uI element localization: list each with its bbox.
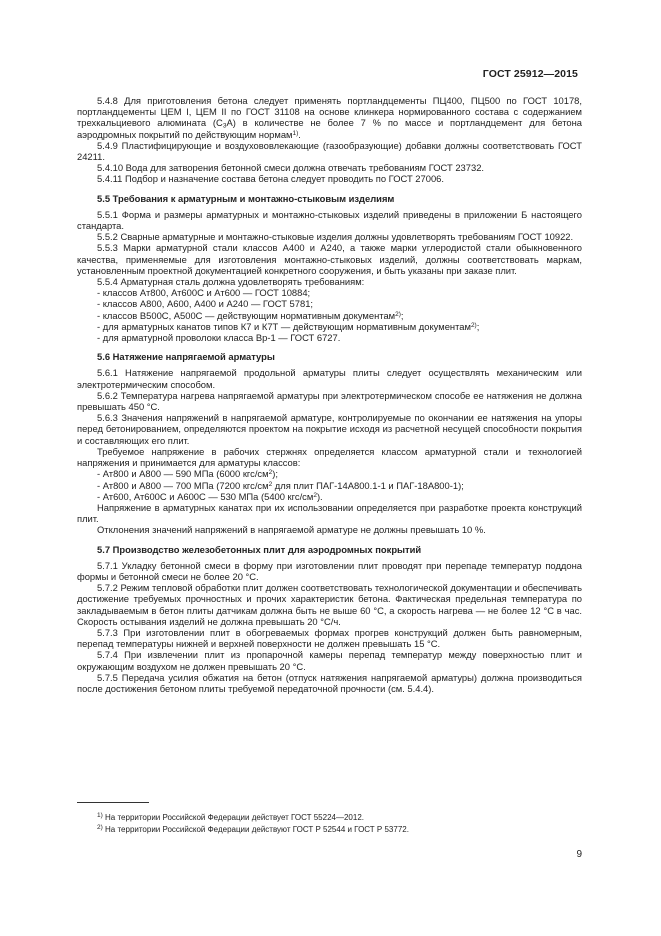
paragraph-5-7-1: 5.7.1 Укладку бетонной смеси в форму при изготовлении плит проводят при перепаде температур поддона формы и бетонной смеси не более 20 °С. (77, 559, 582, 582)
list-item-stress: - Ат800 и А800 — 700 МПа (7200 кгс/$см^2$ для плит ПАГ-14А800.1-1 и ПАГ-18А800-1); (97, 479, 464, 491)
list-item-steel-class: - классов А800, А600, А400 и А240 — ГОСТ 5781; (97, 298, 314, 310)
document-code-header: ГОСТ 25912—2015 (482, 68, 578, 80)
footnote-divider (77, 802, 149, 803)
paragraph-5-6-1: 5.6.1 Натяжение напрягаемой продольной арматуры плиты следует осуществлять механическим или электротермическим способом. (77, 367, 582, 390)
paragraph-5-7-2: 5.7.2 Режим тепловой обработки плит должен соответствовать технологической документации и обеспечивать достижение требуемых прочностных и прочих характеристик бетона. Фактическая предельная температура по закладываемым в бетон плиты датчикам должна быть не выше 60 °С, а скорость нагрева — не более 12 °С в час. Скорость остывания изделий не должна превышать 20 °С/ч. (77, 582, 582, 627)
page-number: 9 (576, 849, 582, 860)
footnote-2: $^{2)}$ На территории Российской Федерации действуют ГОСТ Р 52544 и ГОСТ Р 53772. (97, 823, 409, 834)
paragraph-5-7-3: 5.7.3 При изготовлении плит в обогреваемых формах прогрев конструкций должен быть равномерным, перепад температуры нижней и верхней поверхности не должен превышать 15 °С. (77, 626, 582, 650)
paragraph-5-7-5: 5.7.5 Передача усилия обжатия на бетон (отпуск натяжения напрягаемой арматуры) должна производиться после достижения бетоном плиты требуемой передаточной прочности (см. 5.4.4). (77, 671, 582, 694)
paragraph-5-6-2: 5.6.2 Температура нагрева напрягаемой арматуры при электротермическом способе ее натяжения не должна превышать 450 °С. (77, 389, 582, 413)
paragraph-5-5-3: 5.5.3 Марки арматурной стали классов А400 и А240, а также марки углеродистой стали обыкновенного качества, применяемые для изготовления монтажно-стыковых изделий, должны соответствовать маркам, установленным проектной документацией конкретного сооружения, и быть указаны при заказе плит. (77, 242, 582, 276)
list-item-stress: - Ат800 и А800 — 590 МПа (6000 кгс/$см^2$); (97, 468, 278, 480)
paragraph-5-6-3: 5.6.3 Значения напряжений в напрягаемой арматуре, контролируемые по окончании ее натяжения на упоры перед бетонированием, определяются проектом на покрытие исходя из расчетной несущей способности покрытия и составляющих его плит. (77, 412, 582, 446)
paragraph-required-stress: Требуемое напряжение в рабочих стержнях определяется классом арматурной стали и технологией напряжения и принимается для арматуры классов: (77, 445, 582, 469)
paragraph-5-5-2: 5.5.2 Сварные арматурные и монтажно-стыковые изделия должны удовлетворять требованиям ГОСТ 10922. (97, 231, 574, 243)
paragraph-5-7-4: 5.7.4 При извлечении плит из пропарочной камеры перепад температур между поверхностью плит и окружающим воздухом не должен превышать 20 °С. (77, 649, 582, 672)
document-body (77, 95, 582, 694)
paragraph-5-5-4: 5.5.4 Арматурная сталь должна удовлетворять требованиям: (97, 276, 365, 288)
list-item-stress: - Ат600, Ат600С и А600С — 530 МПа (5400 кгс/$см^2$). (97, 490, 323, 502)
paragraph-5-4-8: 5.4.8 Для приготовления бетона следует применять портландцементы ПЦ400, ПЦ500 по ГОСТ 10178, портландцементы ЦЕМ I, ЦЕМ II по ГОСТ 31108 на основе клинкера нормированного состава с содержанием трехкальциевого алюмината $(C_3A)$ в количестве не более 7 % по массе и портландцемент для бетона аэродромных покрытий по действующим нормам$^{1)}$. (77, 95, 582, 140)
list-item-steel-class: - классов В500С, А500С — действующим нормативным документам$^{2)}$; (97, 309, 404, 321)
list-item-steel-class: - классов Ат800, Ат600С и Ат600 — ГОСТ 10884; (97, 287, 311, 299)
paragraph-5-4-10: 5.4.10 Вода для затворения бетонной смеси должна отвечать требованиям ГОСТ 23732. (97, 162, 485, 174)
paragraph-stress-deviation: Отклонения значений напряжений в напрягаемой арматуре не должны превышать 10 %. (97, 524, 486, 536)
footnote-1: $^{1)}$ На территории Российской Федерации действует ГОСТ 55224—2012. (97, 811, 364, 822)
section-heading-5-5: 5.5 Требования к арматурным и монтажно-стыковым изделиям (97, 192, 395, 204)
paragraph-cable-stress: Напряжение в арматурных канатах при их использовании определяется при разработке проекта конструкций плит. (77, 501, 582, 525)
section-heading-5-7: 5.7 Производство железобетонных плит для аэродромных покрытий (97, 543, 422, 555)
paragraph-5-4-11: 5.4.11 Подбор и назначение состава бетона следует проводить по ГОСТ 27006. (97, 173, 444, 185)
list-item-steel-class: - для арматурных канатов типов К7 и К7Т — действующим нормативным документам$^{2)}$; (97, 320, 480, 332)
section-heading-5-6: 5.6 Натяжение напрягаемой арматуры (97, 351, 275, 363)
list-item-steel-class: - для арматурной проволоки класса Вр-1 — ГОСТ 6727. (97, 332, 341, 344)
paragraph-5-4-9: 5.4.9 Пластифицирующие и воздухововлекающие (газообразующие) добавки должны соответствовать ГОСТ 24211. (77, 139, 582, 163)
paragraph-5-5-1: 5.5.1 Форма и размеры арматурных и монтажно-стыковых изделий приведены в приложении Б настоящего стандарта. (77, 208, 582, 232)
